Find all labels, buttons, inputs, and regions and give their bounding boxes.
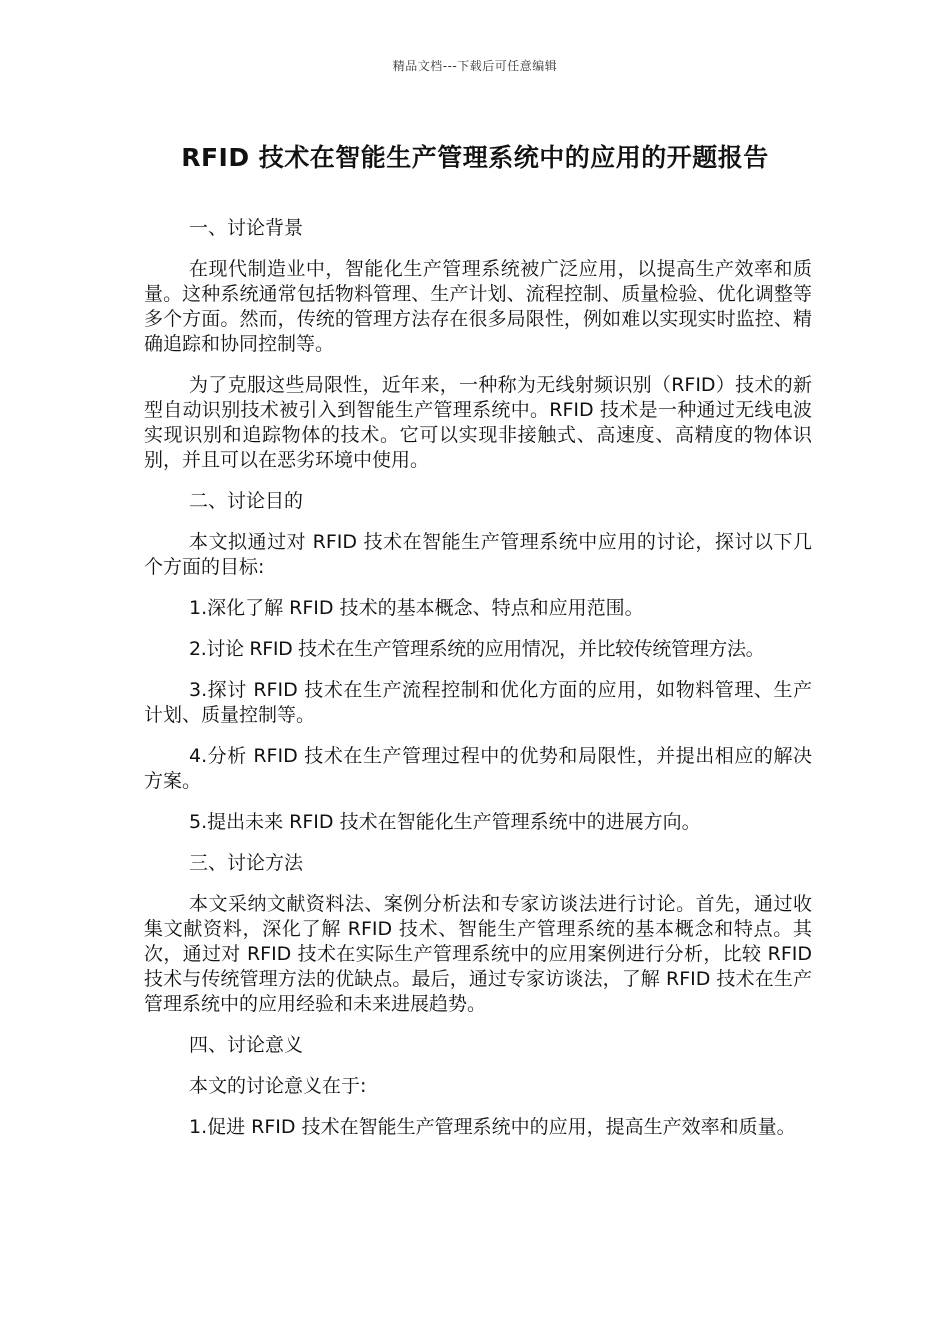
paragraph: 本文的讨论意义在于: — [189, 1075, 367, 1097]
list-item: 5.提出未来 RFID 技术在智能化生产管理系统中的进展方向。 — [189, 811, 701, 833]
paragraph: 在现代制造业中，智能化生产管理系统被广泛应用，以提高生产效率和质量。这种系统通常包括物料管理、生产计划、流程控制、质量检验、优化调整等多个方面。然而，传统的管理方法存在很多局限性，例如难以实现实时监控、精确追踪和协同控制等。 — [144, 258, 812, 355]
document-body — [144, 216, 812, 1156]
list-item: 2.讨论 RFID 技术在生产管理系统的应用情况，并比较传统管理方法。 — [189, 638, 765, 660]
list-item: 1.促进 RFID 技术在智能生产管理系统中的应用，提高生产效率和质量。 — [189, 1116, 796, 1138]
section-heading-method: 三、讨论方法 — [189, 852, 304, 874]
document-title: RFID 技术在智能生产管理系统中的应用的开题报告 — [181, 143, 769, 172]
list-item: 4.分析 RFID 技术在生产管理过程中的优势和局限性，并提出相应的解决方案。 — [144, 745, 812, 792]
paragraph: 本文采纳文献资料法、案例分析法和专家访谈法进行讨论。首先，通过收集文献资料，深化了解 RFID 技术、智能生产管理系统的基本概念和特点。其次，通过对 RFID 技术在实际生产管理系统中的应用案例进行分析，比较 RFID 技术与传统管理方法的优缺点。最后，通过专家访谈法，了解 RFID 技术在生产管理系统中的应用经验和未来进展趋势。 — [144, 893, 812, 1015]
paragraph: 为了克服这些局限性，近年来，一种称为无线射频识别（RFID）技术的新型自动识别技术被引入到智能生产管理系统中。RFID 技术是一种通过无线电波实现识别和追踪物体的技术。它可以实现非接触式、高速度、高精度的物体识别，并且可以在恶劣环境中使用。 — [144, 374, 812, 471]
section-heading-significance: 四、讨论意义 — [189, 1034, 304, 1056]
section-heading-background: 一、讨论背景 — [189, 217, 304, 239]
list-item: 3.探讨 RFID 技术在生产流程控制和优化方面的应用，如物料管理、生产计划、质量控制等。 — [144, 679, 812, 726]
list-item: 1.深化了解 RFID 技术的基本概念、特点和应用范围。 — [189, 597, 644, 619]
paragraph: 本文拟通过对 RFID 技术在智能生产管理系统中应用的讨论，探讨以下几个方面的目标: — [144, 531, 812, 578]
section-heading-purpose: 二、讨论目的 — [189, 490, 304, 512]
header-note: 精品文档---下载后可任意编辑 — [392, 59, 558, 73]
